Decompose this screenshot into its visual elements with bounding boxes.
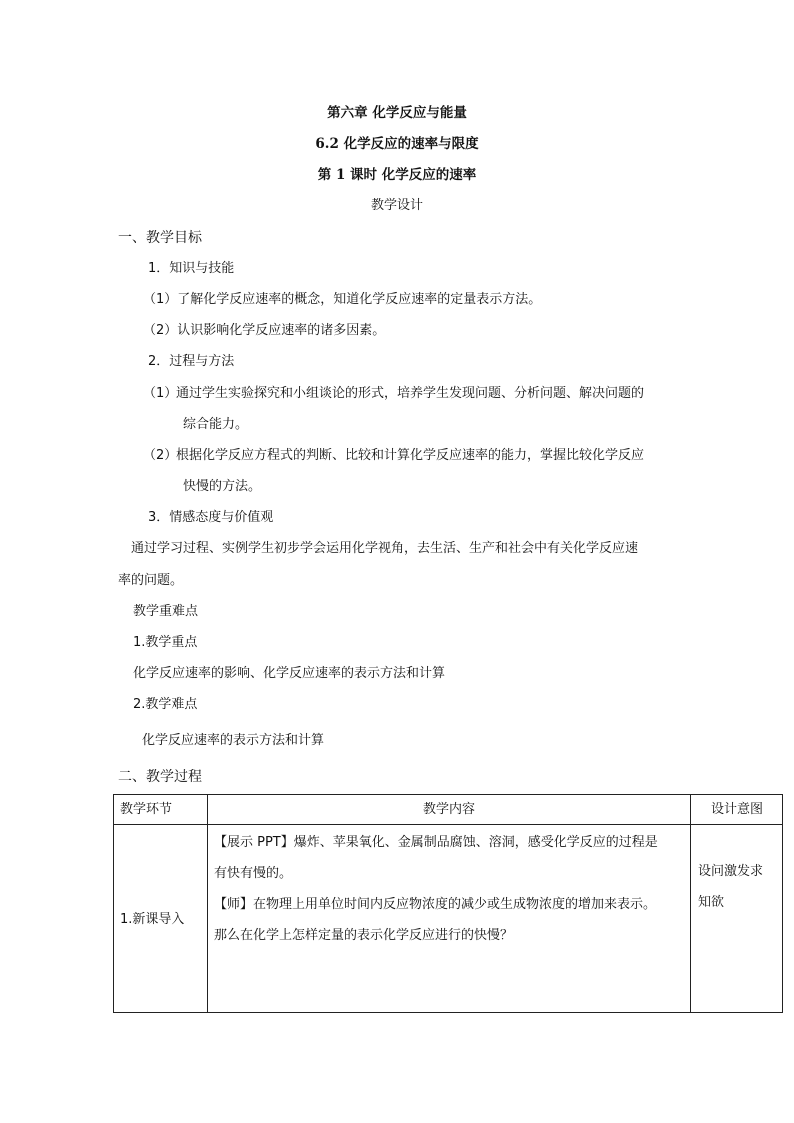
- table-header-intent: 设计意图: [710, 802, 763, 817]
- table-row-content: [214, 827, 658, 951]
- difficulty-heading: 2.教学难点: [133, 697, 198, 712]
- emotion-text-line-1: 通过学习过程、实例学生初步学会运用化学视角，去生活、生产和社会中有关化学反应速: [131, 541, 639, 556]
- process-item-2-number: （2）: [143, 448, 178, 463]
- content-line-2: 有快有慢的。: [214, 866, 293, 881]
- content-line-1: 爆炸、苹果氧化、金属制品腐蚀、溶洞，感受化学反应的过程是: [293, 835, 658, 850]
- section-title: 6.2 化学反应的速率与限度: [315, 136, 479, 152]
- lesson-title: 第 1 课时 化学反应的速率: [317, 167, 477, 183]
- process-item-1-number: （1）: [143, 386, 178, 401]
- focus-text: 化学反应速率的影响、化学反应速率的表示方法和计算: [133, 666, 446, 681]
- process-section-heading: 二、教学过程: [118, 769, 202, 785]
- content-line-4: 那么在化学上怎样定量的表示化学反应进行的快慢？: [214, 928, 514, 943]
- design-subtitle: 教学设计: [370, 198, 423, 213]
- key-points-heading: 教学重难点: [133, 604, 199, 619]
- emotion-text-line-2: 率的问题。: [118, 573, 184, 588]
- table-header-stage: 教学环节: [120, 802, 173, 817]
- ppt-tag: 【展示 PPT】: [214, 835, 294, 850]
- chapter-title: 第六章 化学反应与能量: [327, 105, 467, 121]
- knowledge-heading: 1．知识与技能: [148, 261, 235, 276]
- knowledge-item-2: （2）认识影响化学反应速率的诸多因素。: [143, 323, 386, 338]
- lesson-process-table: [113, 794, 783, 1013]
- goals-heading: 一、教学目标: [118, 230, 202, 246]
- process-heading: 2．过程与方法: [148, 354, 235, 369]
- process-item-1-line-1: 通过学生实验探究和小组谈论的形式，培养学生发现问题、分析问题、解决问题的: [176, 386, 645, 401]
- difficulty-text: 化学反应速率的表示方法和计算: [142, 733, 325, 748]
- emotion-heading: 3．情感态度与价值观: [148, 510, 274, 525]
- process-item-2-line-2: 快慢的方法。: [183, 479, 262, 494]
- focus-heading: 1.教学重点: [133, 635, 198, 650]
- knowledge-item-1: （1）了解化学反应速率的概念，知道化学反应速率的定量表示方法。: [143, 292, 542, 307]
- teacher-tag: 【师】: [214, 897, 254, 912]
- table-row-stage: 1.新课导入: [120, 912, 185, 927]
- intent-line-2: 知欲: [698, 895, 725, 910]
- process-item-1-line-2: 综合能力。: [183, 417, 249, 432]
- intent-line-1: 设问激发求: [698, 864, 764, 879]
- table-header-content: 教学内容: [422, 802, 475, 817]
- content-line-3: 在物理上用单位时间内反应物浓度的减少或生成物浓度的增加来表示。: [253, 897, 657, 912]
- process-item-2-line-1: 根据化学反应方程式的判断、比较和计算化学反应速率的能力，掌握比较化学反应: [176, 448, 645, 463]
